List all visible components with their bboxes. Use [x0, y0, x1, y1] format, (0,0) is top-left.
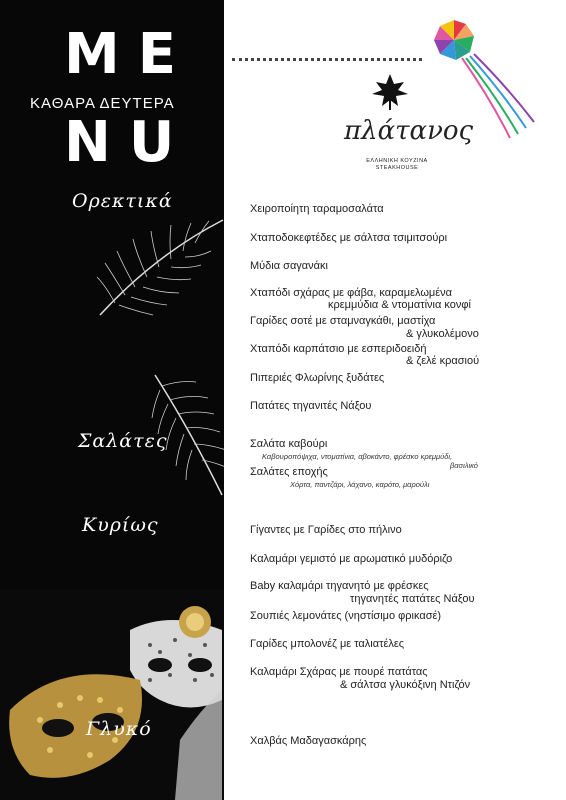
item-description: Χόρτα, παντζάρι, λάχανο, καρότο, μαρούλι [290, 480, 430, 489]
logo-tagline-2: STEAKHOUSE [375, 165, 419, 171]
menu-title-bottom: NU [64, 110, 193, 175]
section-salads-label: Σαλάτες [78, 430, 168, 452]
dotted-divider [232, 58, 422, 61]
menu-item: Σουπιές λεμονάτες (νηστίσιμο φρικασέ) [250, 610, 442, 622]
menu-item: Χταπόδι σχάρας με φάβα, καραμελωμένα [250, 287, 453, 299]
menu-item: Καλαμάρι γεμιστό με αρωματικό μυδόριζο [250, 553, 453, 565]
menu-item: Σαλάτες εποχής [250, 466, 328, 478]
menu-item: Baby καλαμάρι τηγανητό με φρέσκες [250, 580, 429, 592]
menu-item: Πατάτες τηγανιτές Νάξου [250, 400, 372, 412]
menu-item: Καλαμάρι Σχάρας με πουρέ πατάτας [250, 666, 428, 678]
carnival-masks-illustration [0, 590, 224, 800]
menu-item: Χαλβάς Μαδαγασκάρης [250, 735, 367, 747]
menu-item: Σαλάτα καβούρι [250, 438, 328, 450]
section-starters-label: Ορεκτικά [72, 190, 173, 212]
menu-item: Χταποδοκεφτέδες με σάλτσα τσιμιτσούρι [250, 232, 448, 244]
menu-item: Γαρίδες μπολονέζ με ταλιατέλες [250, 638, 405, 650]
menu-subtitle: ΚΑΘΑΡΑ ΔΕΥΤΕΡΑ [30, 95, 175, 112]
menu-item-continued: & γλυκολέμονο [406, 328, 479, 340]
menu-item: Γίγαντες με Γαρίδες στο πήλινο [250, 524, 402, 536]
logo-name: πλάτανος [344, 116, 474, 146]
item-description: βασιλικό [450, 461, 478, 470]
menu-item-continued: & σάλτσα γλυκόξινη Ντιζόν [340, 679, 471, 691]
logo-tagline: ΕΛΛΗΝΙΚΗ ΚΟΥΖΙΝΑ [366, 158, 428, 164]
menu-item-continued: τηγανητές πατάτες Νάξου [350, 593, 475, 605]
menu-item: Μύδια σαγανάκι [250, 260, 328, 272]
feather-illustration [95, 215, 224, 325]
menu-item-continued: κρεμμύδια & ντοματίνια κονφί [328, 299, 471, 311]
menu-item: Χειροποίητη ταραμοσαλάτα [250, 203, 384, 215]
menu-item: Πιπεριές Φλωρίνης ξυδάτες [250, 372, 385, 384]
menu-item: Χταπόδι καρπάτσιο με εσπεριδοειδή [250, 343, 427, 355]
feather-illustration-lower [150, 370, 224, 500]
menu-title-top: ME [64, 22, 194, 87]
section-mains-label: Κυρίως [82, 514, 159, 536]
plane-leaf-icon [370, 72, 410, 112]
left-panel [0, 0, 224, 800]
restaurant-logo [338, 72, 474, 172]
item-description: Καβουροπόψιχα, ντοματίνια, αβοκάντο, φρέσκο κρεμμύδι, [262, 452, 453, 461]
section-dessert-label: Γλυκό [86, 718, 152, 740]
menu-item-continued: & ζελέ κρασιού [406, 355, 480, 367]
menu-item: Γαρίδες σοτέ με σταμναγκάθι, μαστίχα [250, 315, 436, 327]
